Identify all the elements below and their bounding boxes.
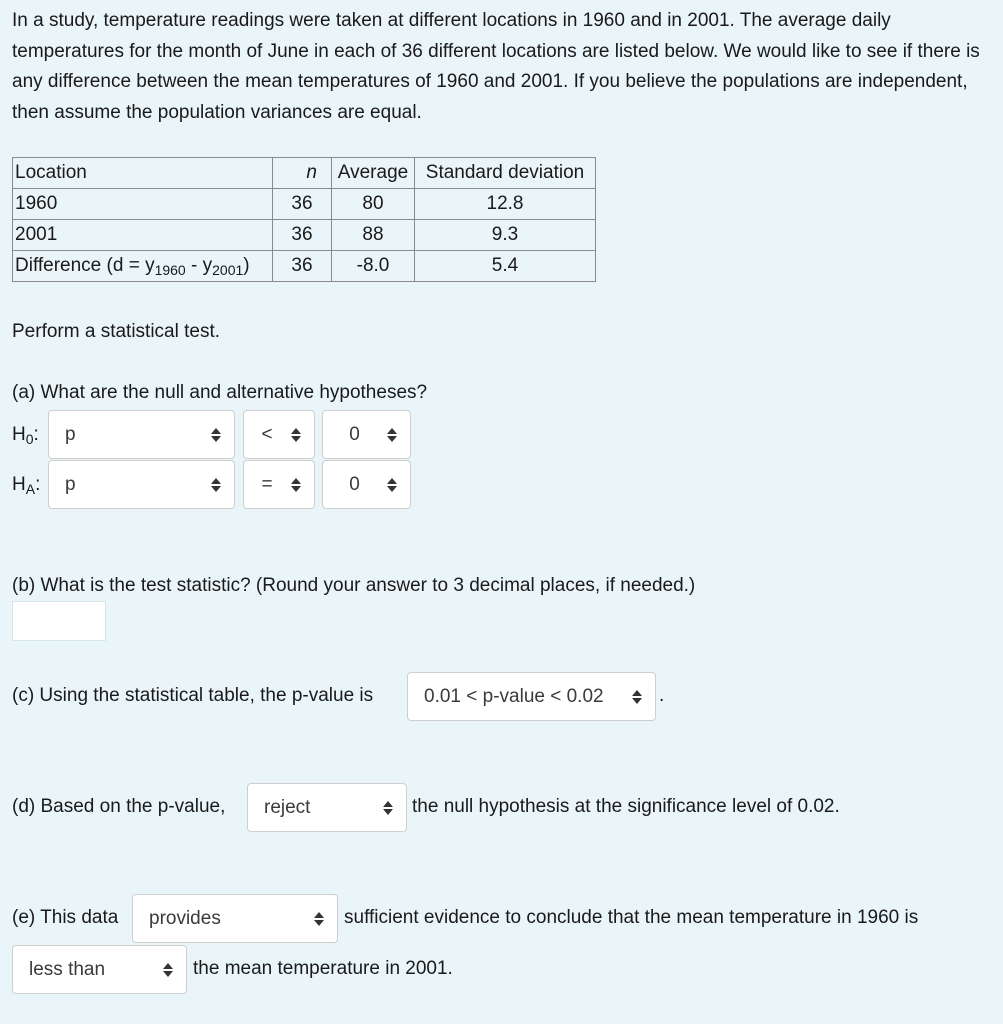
select-arrows-icon: [210, 476, 222, 494]
h0-label: [12, 424, 39, 446]
question-e-middle: sufficient evidence to conclude that the mean temperature in 1960 is: [344, 907, 919, 928]
ha-parameter-select[interactable]: [48, 460, 235, 509]
select-arrows-icon: [386, 476, 398, 494]
ha-parameter-value: p: [65, 473, 76, 495]
header-sd: Standard deviation: [415, 158, 596, 189]
evidence-selected: provides: [149, 907, 221, 929]
question-d-prefix: (d) Based on the p-value,: [12, 796, 226, 817]
h0-parameter-value: p: [65, 423, 76, 445]
header-location: Location: [13, 158, 273, 189]
question-e-suffix: the mean temperature in 2001.: [193, 958, 453, 979]
table-row: [13, 189, 596, 220]
table-row: [13, 220, 596, 251]
p-value-select[interactable]: [407, 672, 656, 721]
question-d-suffix: the null hypothesis at the significance level of 0.02.: [412, 796, 840, 817]
question-a: (a) What are the null and alternative hypotheses?: [12, 382, 428, 403]
ha-label: [12, 474, 40, 496]
h0-value-select[interactable]: [322, 410, 411, 459]
table-header-row: [13, 158, 596, 189]
h0-parameter-select[interactable]: [48, 410, 235, 459]
cell-n: 36: [273, 220, 332, 251]
test-statistic-input[interactable]: [12, 601, 106, 641]
ha-label-main: H: [12, 474, 26, 495]
diff-label-sub1: 1960: [154, 262, 186, 278]
decision-select[interactable]: [247, 783, 407, 832]
header-average: Average: [332, 158, 415, 189]
diff-label-suffix: ): [243, 255, 250, 276]
decision-selected: reject: [264, 796, 311, 818]
ha-sign-value: =: [261, 473, 273, 495]
cell-location: 2001: [13, 220, 273, 251]
ha-value-select[interactable]: [322, 460, 411, 509]
select-arrows-icon: [162, 961, 174, 979]
cell-n: 36: [273, 251, 332, 282]
question-c-prefix: (c) Using the statistical table, the p-value is: [12, 685, 374, 706]
ha-label-colon: :: [35, 474, 41, 495]
select-arrows-icon: [382, 799, 394, 817]
cell-sd: 12.8: [415, 189, 596, 220]
evidence-select[interactable]: [132, 894, 338, 943]
diff-label-sub2: 2001: [212, 262, 244, 278]
h0-label-main: H: [12, 424, 26, 445]
header-n: n: [273, 158, 332, 189]
question-intro: In a study, temperature readings were taken at different locations in 1960 and in 2001. The average daily temperatures for the month of June in each of 36 different locations are listed below. We would like to see if there is any difference between the mean temperatures of 1960 and 2001. If you believe the populations are independent, then assume the population variances are equal.: [12, 10, 980, 123]
p-value-selected: 0.01 < p-value < 0.02: [424, 685, 604, 707]
select-arrows-icon: [210, 426, 222, 444]
select-arrows-icon: [313, 910, 325, 928]
cell-sd: 9.3: [415, 220, 596, 251]
select-arrows-icon: [386, 426, 398, 444]
question-b: (b) What is the test statistic? (Round your answer to 3 decimal places, if needed.): [12, 575, 696, 596]
comparison-select[interactable]: [12, 945, 187, 994]
h0-label-sub: 0: [25, 431, 34, 447]
perform-instruction: Perform a statistical test.: [12, 321, 221, 342]
select-arrows-icon: [290, 476, 302, 494]
cell-average: -8.0: [332, 251, 415, 282]
comparison-selected: less than: [29, 958, 106, 980]
cell-n: 36: [273, 189, 332, 220]
h0-sign-select[interactable]: [243, 410, 315, 459]
select-arrows-icon: [290, 426, 302, 444]
diff-label-mid: - y: [185, 255, 213, 276]
diff-label-prefix: Difference (d = y: [15, 255, 155, 276]
select-arrows-icon: [631, 688, 643, 706]
table-row-difference: [13, 251, 596, 282]
question-e-prefix: (e) This data: [12, 907, 119, 928]
h0-label-colon: :: [33, 424, 39, 445]
ha-sign-select[interactable]: [243, 460, 315, 509]
cell-location-difference: [13, 251, 273, 282]
ha-label-sub: A: [25, 481, 36, 497]
cell-location: 1960: [13, 189, 273, 220]
h0-value-value: 0: [349, 423, 360, 445]
ha-value-value: 0: [349, 473, 360, 495]
cell-average: 80: [332, 189, 415, 220]
h0-sign-value: <: [261, 423, 273, 445]
data-table: [12, 157, 596, 282]
cell-sd: 5.4: [415, 251, 596, 282]
cell-average: 88: [332, 220, 415, 251]
question-c-suffix: .: [659, 685, 665, 706]
